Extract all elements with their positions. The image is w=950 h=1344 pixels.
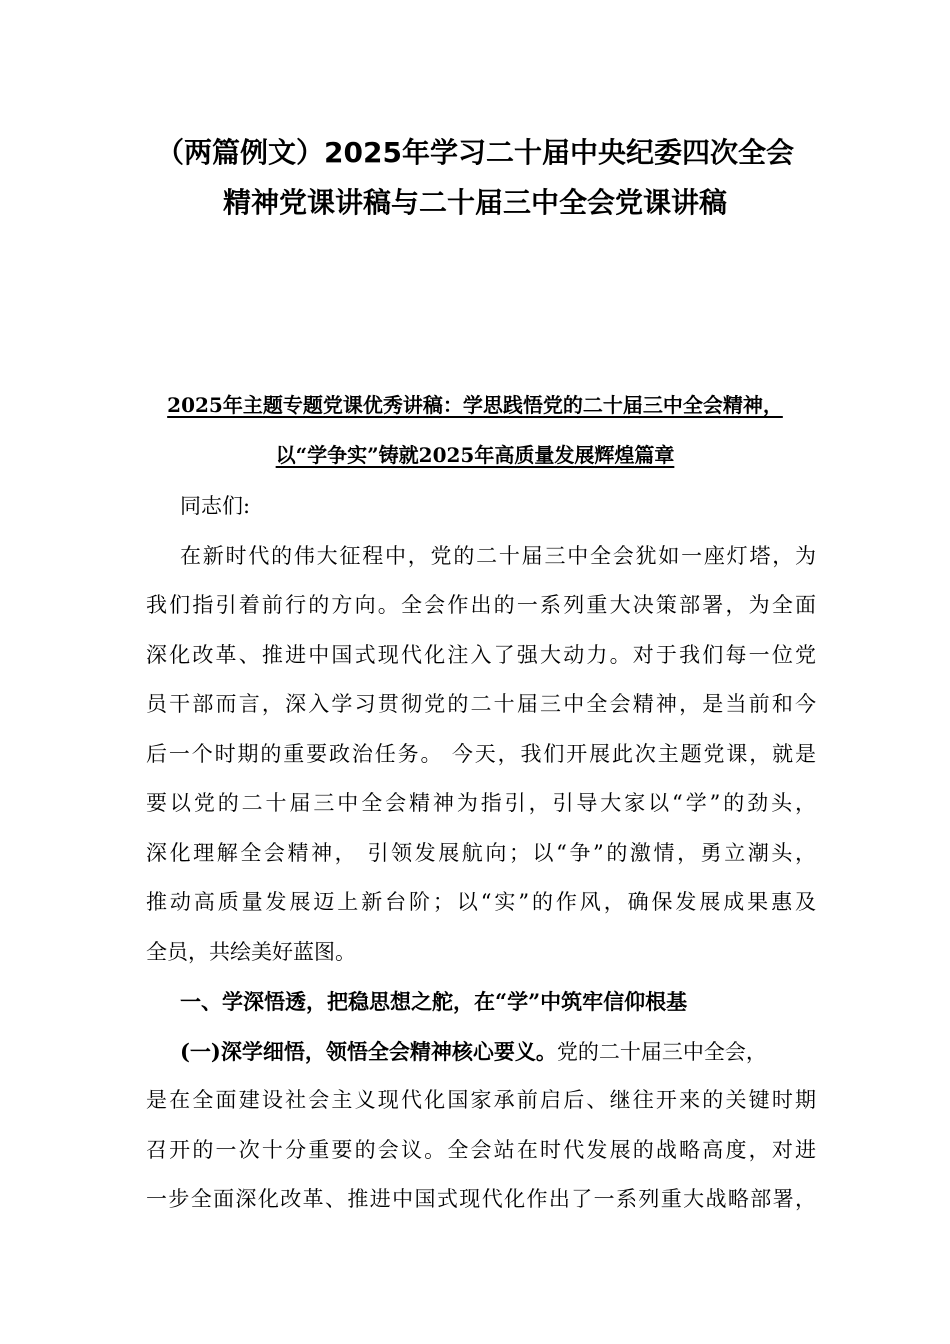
paragraph-line: 要以党的二十届三中全会精神为指引，引导大家以“学”的劲头，	[146, 791, 816, 815]
paragraph-line: 员干部而言，深入学习贯彻党的二十届三中全会精神，是当前和今	[146, 692, 816, 716]
subsection-heading: (一)深学细悟，领悟全会精神核心要义。	[180, 1038, 557, 1064]
paragraph-line: 推动高质量发展迈上新台阶；以“实”的作风，确保发展成果惠及	[146, 890, 816, 914]
paragraph-line: 深化改革、推进中国式现代化注入了强大动力。对于我们每一位党	[146, 642, 816, 667]
document-title	[100, 128, 850, 228]
title-line-2: 精神党课讲稿与二十届三中全会党课讲稿	[222, 186, 727, 219]
paragraph-line: 全员，共绘美好蓝图。	[146, 939, 356, 964]
subtitle-line-2: 以“学争实”铸就2025年高质量发展辉煌篇章	[275, 443, 675, 467]
paragraph-line: 后一个时期的重要政治任务。 今天，我们开展此次主题党课，就是	[146, 741, 816, 766]
paragraph-line: 一步全面深化改革、推进中国式现代化作出了一系列重大战略部署，	[146, 1187, 816, 1211]
paragraph-line: 是在全面建设社会主义现代化国家承前启后、继往开来的关键时期	[146, 1088, 816, 1112]
lecture-subtitle	[100, 380, 850, 480]
subtitle-line-1: 2025年主题专题党课优秀讲稿：学思践悟党的二十届三中全会精神，	[167, 393, 783, 417]
title-line-1: （两篇例文）2025年学习二十届中央纪委四次全会	[156, 136, 794, 169]
paragraph-line: 我们指引着前行的方向。全会作出的一系列重大决策部署，为全面	[146, 593, 816, 617]
section-heading: 一、学深悟透，把稳思想之舵，在“学”中筑牢信仰根基	[180, 989, 688, 1014]
subsection-first-line	[146, 1027, 816, 1077]
paragraph-line: 深化理解全会精神， 引领发展航向；以“争”的激情，勇立潮头，	[146, 840, 816, 865]
paragraph-line: 召开的一次十分重要的会议。全会站在时代发展的战略高度，对进	[146, 1137, 816, 1162]
greeting: 同志们:	[180, 494, 251, 518]
paragraph-line: 在新时代的伟大征程中，党的二十届三中全会犹如一座灯塔，为	[180, 543, 816, 568]
document-body	[146, 482, 816, 1225]
subsection-text: 党的二十届三中全会，	[556, 1039, 767, 1064]
